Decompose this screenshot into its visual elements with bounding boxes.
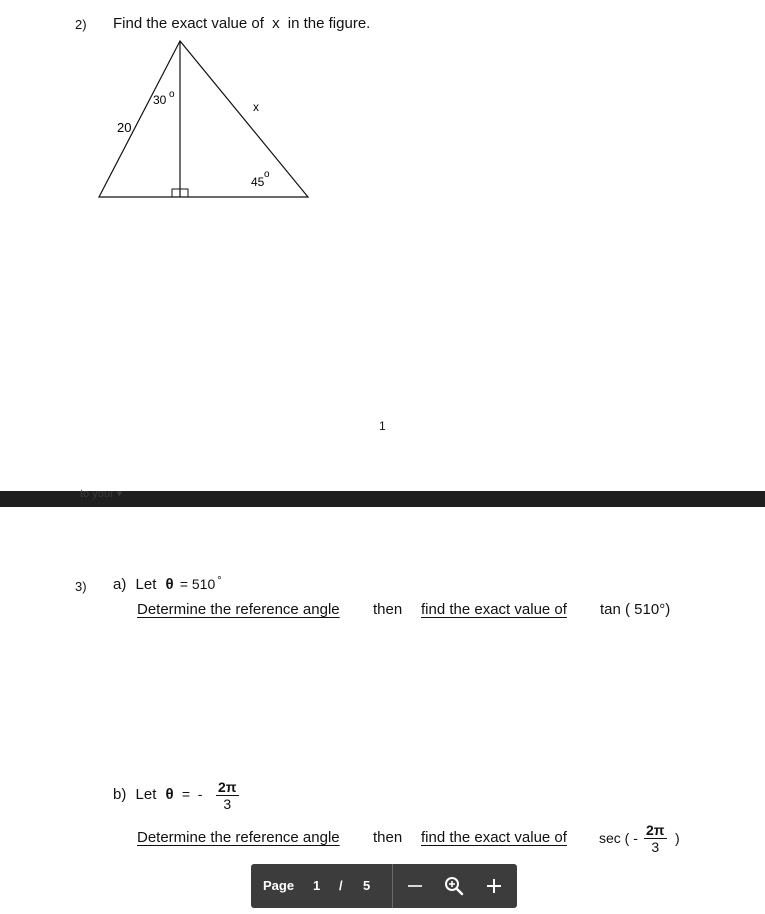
part-b-expression-prefix: sec ( - bbox=[599, 830, 638, 846]
part-a-let: Let bbox=[135, 576, 157, 593]
triangle-figure bbox=[0, 0, 765, 230]
part-a-let-line bbox=[113, 575, 222, 593]
angle-right-degree: o bbox=[264, 169, 270, 180]
part-b-fraction bbox=[216, 779, 239, 812]
part-a-label: a) bbox=[113, 576, 127, 593]
triangle-outline bbox=[99, 41, 308, 197]
part-b-expression-fraction bbox=[644, 822, 667, 855]
part-b-theta: θ bbox=[165, 786, 174, 803]
toolbar-page-slash: / bbox=[339, 878, 343, 893]
zoom-icon[interactable] bbox=[442, 874, 466, 898]
part-b-expr-denominator: 3 bbox=[651, 839, 660, 855]
part-b-equals: = - bbox=[181, 786, 203, 802]
angle-top-degree: o bbox=[169, 89, 175, 100]
part-a-expression: tan ( 510°) bbox=[600, 601, 671, 618]
part-a-theta: θ bbox=[165, 576, 174, 593]
prompt-suffix: in the figure. bbox=[287, 15, 371, 32]
divider-text: to your ▾ bbox=[80, 488, 123, 500]
plus-icon[interactable] bbox=[482, 874, 506, 898]
side-left-label: 20 bbox=[117, 120, 132, 135]
part-b-let: Let bbox=[135, 786, 157, 803]
toolbar-total-pages: 5 bbox=[363, 878, 371, 893]
page-divider bbox=[0, 488, 765, 507]
side-right-label: x bbox=[253, 100, 259, 114]
part-a-find: find the exact value of bbox=[421, 601, 567, 618]
toolbar-current-page[interactable]: 1 bbox=[313, 878, 321, 893]
toolbar-page-label: Page bbox=[263, 878, 295, 893]
prompt-prefix: Find the exact value of bbox=[113, 15, 264, 32]
prompt-variable: x bbox=[272, 15, 280, 32]
angle-top-label: 30 bbox=[153, 93, 167, 107]
part-b-determine: Determine the reference angle bbox=[137, 829, 340, 846]
page-toolbar bbox=[251, 864, 517, 908]
minus-icon[interactable] bbox=[403, 874, 427, 898]
page-number: 1 bbox=[379, 419, 386, 433]
part-a-value: = 510 bbox=[179, 576, 216, 592]
part-a-degree: ° bbox=[217, 575, 222, 587]
part-b-find: find the exact value of bbox=[421, 829, 567, 846]
question-number-3: 3) bbox=[75, 579, 87, 594]
part-b-expression-suffix: ) bbox=[675, 830, 680, 846]
part-b-label: b) bbox=[113, 786, 127, 803]
part-a-then: then bbox=[373, 601, 403, 618]
angle-right-label: 45 bbox=[251, 175, 265, 189]
toolbar-separator bbox=[392, 864, 393, 908]
part-b-fraction-denominator: 3 bbox=[223, 796, 232, 812]
part-b-fraction-numerator: 2π bbox=[218, 779, 237, 795]
part-b-let-line bbox=[113, 786, 202, 803]
part-b-expr-numerator: 2π bbox=[646, 822, 665, 838]
part-b-then: then bbox=[373, 829, 403, 846]
question-number-2: 2) bbox=[75, 17, 87, 32]
part-a-determine: Determine the reference angle bbox=[137, 601, 340, 618]
